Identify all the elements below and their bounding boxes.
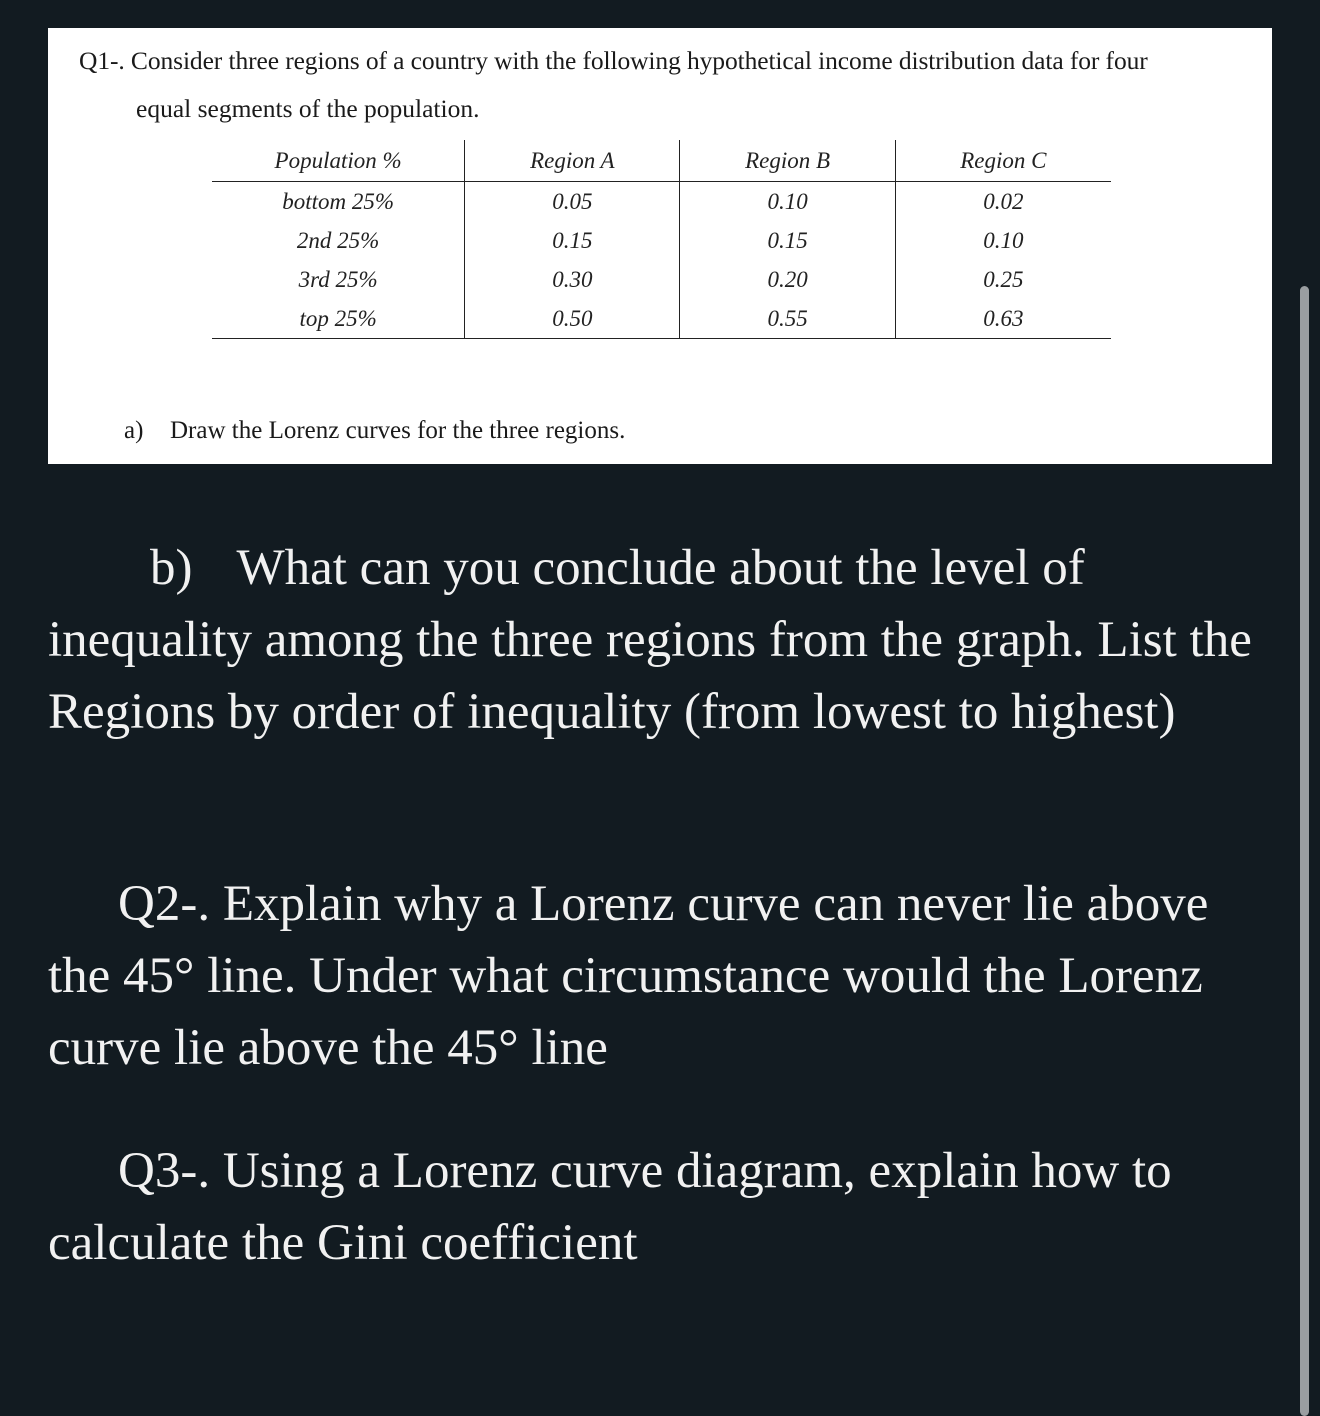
part-a-text: Draw the Lorenz curves for the three regions. [170, 417, 626, 444]
table-cell: top 25% [212, 299, 465, 339]
table-header-region-c: Region C [895, 140, 1111, 182]
table-cell: 0.15 [465, 221, 680, 260]
table-row [212, 260, 1111, 299]
table-cell: 0.05 [465, 182, 680, 222]
q2-question [48, 868, 1258, 1084]
part-a-question [124, 417, 625, 445]
income-distribution-table [212, 140, 1111, 339]
table-header-region-b: Region B [680, 140, 895, 182]
table-cell: 0.10 [895, 221, 1111, 260]
table-cell: 0.02 [895, 182, 1111, 222]
q2-text: Q2-. Explain why a Lorenz curve can never lie above the 45° line. Under what circumstance would the Lorenz curve lie above the 45° line [48, 876, 1209, 1076]
part-a-marker: a) [124, 417, 144, 444]
table-cell: bottom 25% [282, 188, 395, 214]
q1-intro-line2: equal segments of the population. [136, 94, 480, 123]
part-b-marker: b) [150, 540, 193, 596]
table-row [212, 221, 1111, 260]
table-cell: 0.10 [680, 182, 895, 222]
table-cell: 0.63 [895, 299, 1111, 339]
table-row [212, 299, 1111, 339]
table-cell: 0.30 [465, 260, 680, 299]
part-b-text: What can you conclude about the level of inequality among the three regions from the graph. List the Regions by order of inequality (from lowest to highest) [48, 540, 1252, 740]
vertical-scrollbar[interactable] [1300, 286, 1309, 1416]
table-header-row [212, 140, 1111, 182]
table-header-population: Population % [212, 140, 465, 182]
table-cell: 2nd 25% [296, 227, 380, 253]
question-card [48, 28, 1272, 464]
part-b-question [48, 532, 1258, 748]
table-cell: 0.15 [680, 221, 895, 260]
q1-intro-line1: Q1-. Consider three regions of a country with the following hypothetical income distribution data for four [79, 46, 1148, 75]
table-cell: 0.55 [680, 299, 895, 339]
table-cell: 0.20 [680, 260, 895, 299]
q3-text: Q3-. Using a Lorenz curve diagram, explain how to calculate the Gini coefficient [48, 1143, 1172, 1271]
table-header-region-a: Region A [465, 140, 680, 182]
table-cell: 3rd 25% [298, 266, 378, 292]
q3-question [48, 1135, 1258, 1279]
table-cell: 0.50 [465, 299, 680, 339]
table-row [212, 182, 1111, 222]
table-cell: 0.25 [895, 260, 1111, 299]
